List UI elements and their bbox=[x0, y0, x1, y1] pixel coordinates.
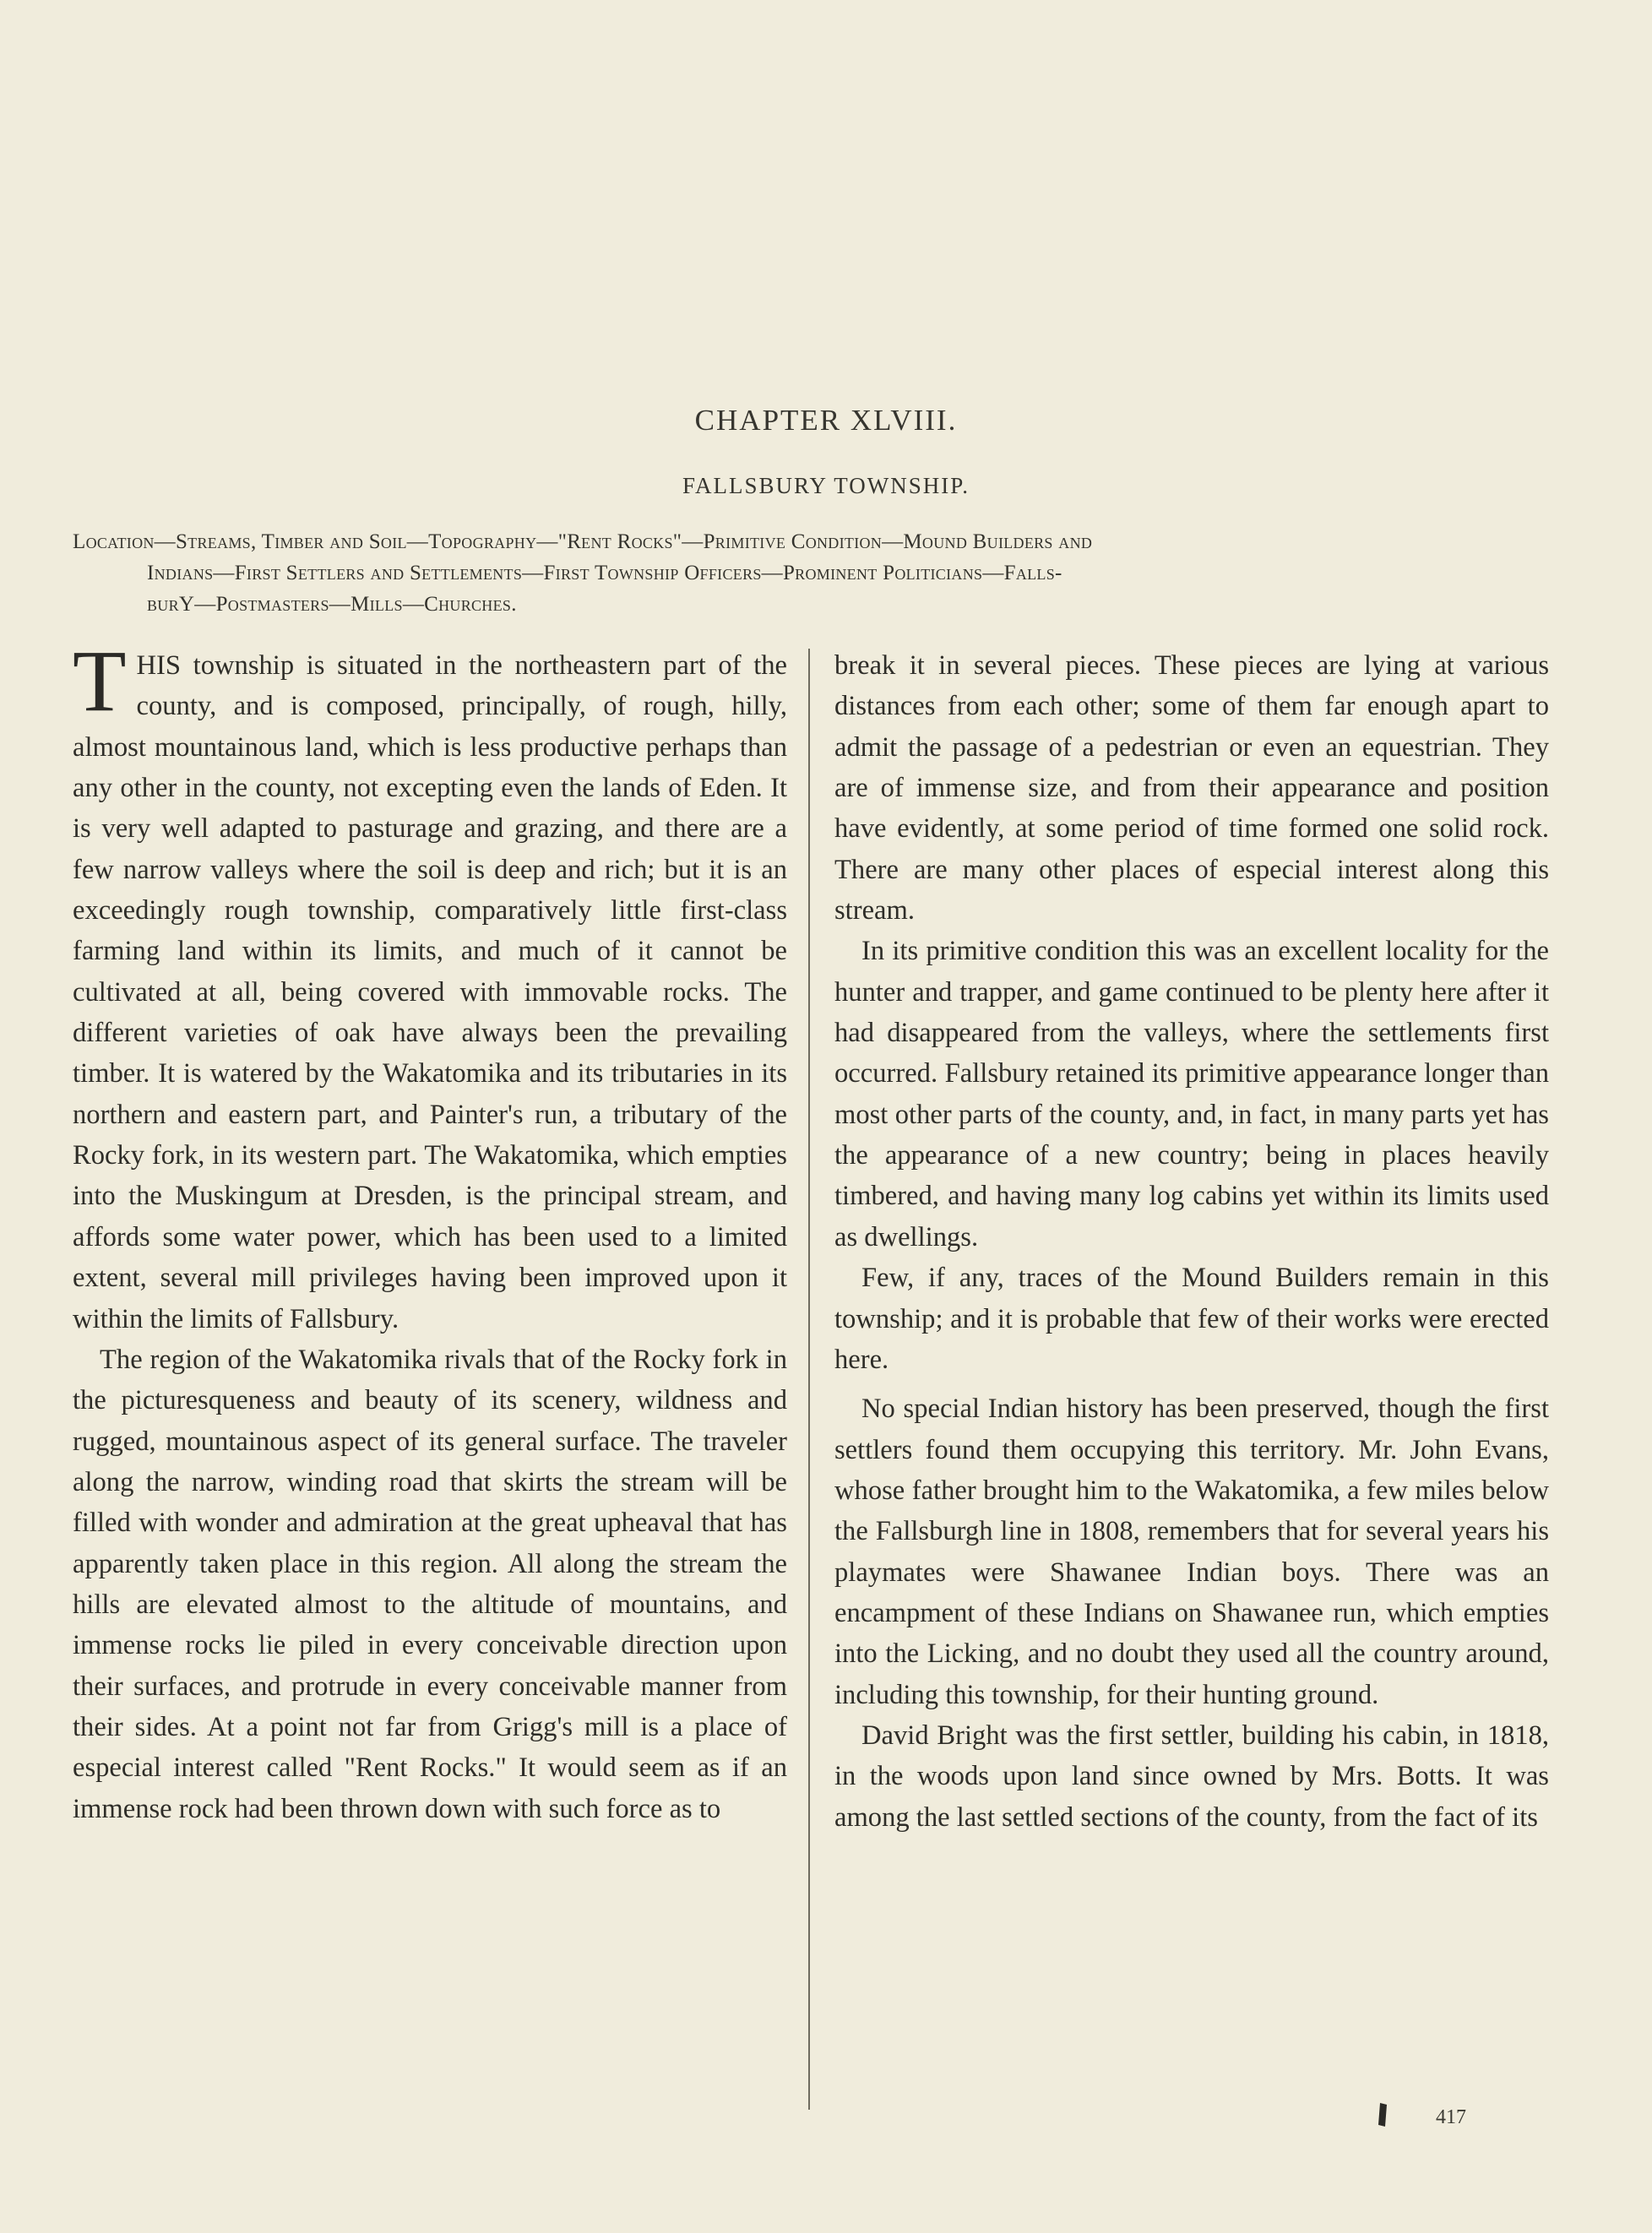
column-divider bbox=[808, 649, 810, 2110]
right-column bbox=[834, 645, 1549, 1838]
paragraph bbox=[73, 633, 787, 1339]
paragraph: In its primitive condition this was an excellent locality for the hunter and trapper, and game continued to be plenty here after it had disappeared from the valleys, where the settlements first occurred. Fallsbury retained its primitive appearance longer than most other parts of the county, and, in fact, in many parts yet has the appearance of a new country; being in places heavily timbered, and having many log cabins yet within its limits used as dwellings. bbox=[834, 936, 1549, 1252]
paragraph: The region of the Wakatomika rivals that of the Rocky fork in the picturesqueness and beauty of its scenery, wildness and rugged, mountainous aspect of its general surface. The traveler along the narrow, winding road that skirts the stream will be filled with wonder and admiration at the great upheaval that has apparently taken place in this region. All along the stream the hills are elevated almost to the altitude of mountains, and immense rocks lie piled in every conceivable direction upon their surfaces, and protrude in every conceivable manner from their sides. At a point not far from Grigg's mill is a place of especial interest called "Rent Rocks." It would seem as if an immense rock had been thrown down with such force as to bbox=[73, 1344, 787, 1824]
ink-blot-mark bbox=[1373, 2101, 1392, 2130]
paragraph: Few, if any, traces of the Mound Builders remain in this township; and it is probable that few of their works were erected here. bbox=[834, 1263, 1549, 1375]
synopsis-line-1: Location—Streams, Timber and Soil—Topography—"Rent Rocks"—Primitive Condition—Mound Builders and bbox=[73, 530, 1093, 553]
chapter-synopsis bbox=[73, 526, 1584, 620]
paragraph: David Bright was the first settler, building his cabin, in 1818, in the woods upon land since owned by Mrs. Botts. It was among the last settled sections of the county, from the fact of its bbox=[834, 1720, 1549, 1833]
chapter-title: CHAPTER XLVIII. bbox=[694, 404, 958, 437]
drop-cap: T bbox=[73, 633, 127, 730]
paragraph: break it in several pieces. These pieces are lying at various distances from each other; some of them far enough apart to admit the passage of a pedestrian or even an equestrian. They are of immense size, and from their appearance and position have evidently, at some period of time formed one solid rock. There are many other places of especial interest along this stream. bbox=[834, 650, 1549, 926]
section-title: FALLSBURY TOWNSHIP. bbox=[682, 473, 970, 498]
page-number: 417 bbox=[1436, 2106, 1466, 2128]
left-column bbox=[73, 633, 787, 1829]
paragraph: No special Indian history has been preserved, though the first settlers found them occupying this territory. Mr. John Evans, whose father brought him to the Wakatomika, a few miles below the Fallsburgh line in 1808, remembers that for several years his playmates were Shawanee Indian boys. There was an encampment of these Indians on Shawanee run, which empties into the Licking, and no doubt they used all the country around, including this township, for their hunting ground. bbox=[834, 1394, 1549, 1710]
synopsis-line-2: Indians—First Settlers and Settlements—First Township Officers—Prominent Politicians—Falls- bbox=[147, 562, 1062, 584]
synopsis-line-3: burY—Postmasters—Mills—Churches. bbox=[147, 593, 517, 616]
paragraph-text: HIS township is situated in the northeastern part of the county, and is composed, principally, of rough, hilly, almost mountainous land, which is less productive perhaps than any other in the county, not excepting even the lands of Eden. It is very well adapted to pasturage and grazing, and there are a few narrow valleys where the soil is deep and rich; but it is an exceedingly rough township, comparatively little first-class farming land within its limits, and much of it cannot be cultivated at all, being covered with immovable rocks. The different varieties of oak have always been the prevailing timber. It is watered by the Wakatomika and its tributaries in its northern and eastern part, and Painter's run, a tributary of the Rocky fork, in its western part. The Wakatomika, which empties into the Muskingum at Dresden, is the principal stream, and affords some water power, which has been used to a limited extent, several mill privileges having been improved upon it within the limits of Fallsbury. bbox=[73, 650, 787, 1334]
